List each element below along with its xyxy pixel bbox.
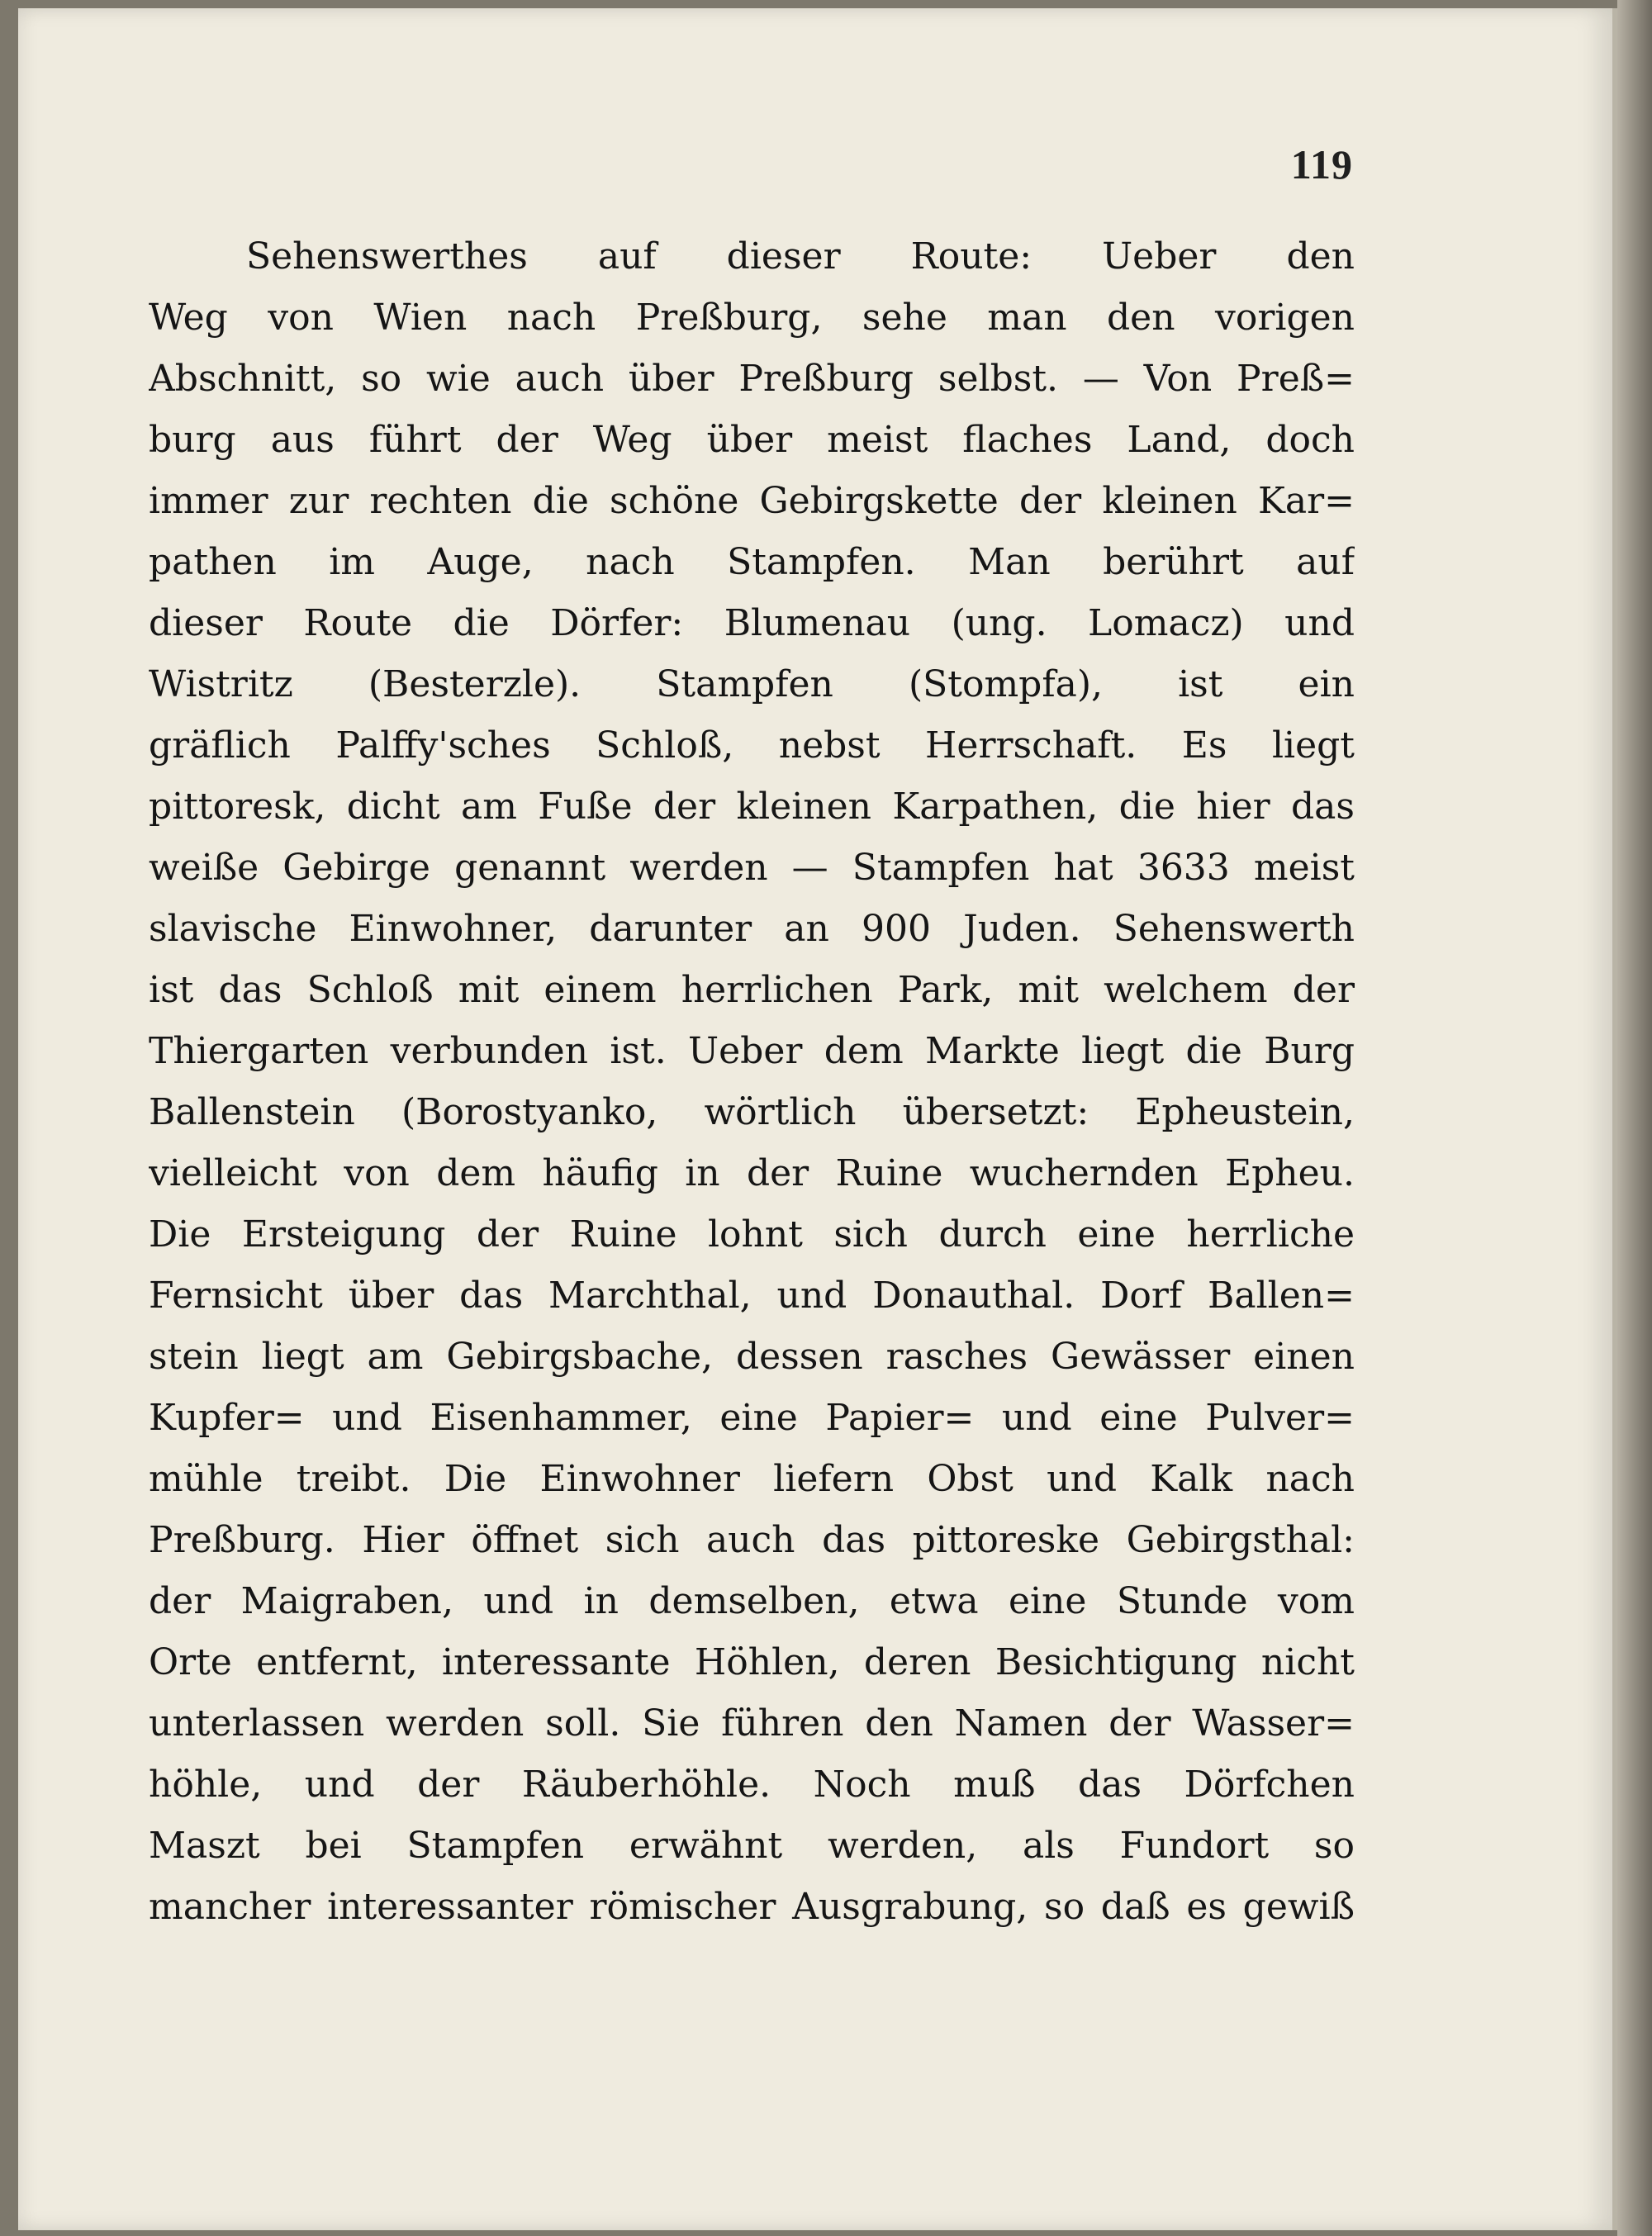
text-line: Weg von Wien nach Preßburg, sehe man den vorigen <box>149 297 1355 339</box>
text-line: vielleicht von dem häufig in der Ruine wuchernden Epheu. <box>149 1152 1355 1194</box>
text-line: pittoresk, dicht am Fuße der kleinen Karpathen, die hier das <box>149 786 1355 828</box>
page-edge-shadow <box>1617 0 1652 2236</box>
text-line: Die Ersteigung der Ruine lohnt sich durch eine herrliche <box>149 1213 1355 1256</box>
text-line: Wistritz (Besterzle). Stampfen (Stompfa), ist ein <box>149 663 1355 705</box>
page-number: 119 <box>1290 141 1353 188</box>
text-line: Sehenswerthes auf dieser Route: Ueber den <box>246 235 1355 278</box>
text-line: der Maigraben, und in demselben, etwa eine Stunde vom <box>149 1580 1355 1622</box>
text-line: mühle treibt. Die Einwohner liefern Obst und Kalk nach <box>149 1458 1355 1500</box>
text-line: unterlassen werden soll. Sie führen den Namen der Wasser= <box>149 1702 1355 1745</box>
text-line: Ballenstein (Borostyanko, wörtlich übersetzt: Epheustein, <box>149 1091 1355 1133</box>
text-line: immer zur rechten die schöne Gebirgskette der kleinen Kar= <box>149 480 1355 522</box>
text-line: burg aus führt der Weg über meist flaches Land, doch <box>149 419 1355 461</box>
text-line: höhle, und der Räuberhöhle. Noch muß das Dörfchen <box>149 1764 1355 1806</box>
text-line: gräflich Palffy'sches Schloß, nebst Herrschaft. Es liegt <box>149 724 1355 767</box>
text-line: mancher interessanter römischer Ausgrabung, so daß es gewiß <box>149 1886 1355 1928</box>
text-line: Abschnitt, so wie auch über Preßburg selbst. — Von Preß= <box>149 358 1355 400</box>
text-line: ist das Schloß mit einem herrlichen Park, mit welchem der <box>149 969 1355 1011</box>
text-line: slavische Einwohner, darunter an 900 Juden. Sehenswerth <box>149 908 1355 950</box>
text-line: pathen im Auge, nach Stampfen. Man berührt auf <box>149 541 1355 583</box>
body-text <box>149 226 1355 1938</box>
text-line: Fernsicht über das Marchthal, und Donauthal. Dorf Ballen= <box>149 1275 1355 1317</box>
text-line: weiße Gebirge genannt werden — Stampfen hat 3633 meist <box>149 847 1355 889</box>
text-line: Kupfer= und Eisenhammer, eine Papier= und eine Pulver= <box>149 1397 1355 1439</box>
text-line: stein liegt am Gebirgsbache, dessen rasches Gewässer einen <box>149 1336 1355 1378</box>
text-line: Thiergarten verbunden ist. Ueber dem Markte liegt die Burg <box>149 1030 1355 1072</box>
text-line: Orte entfernt, interessante Höhlen, deren Besichtigung nicht <box>149 1641 1355 1683</box>
text-line: Preßburg. Hier öffnet sich auch das pittoreske Gebirgsthal: <box>149 1519 1355 1561</box>
text-line: dieser Route die Dörfer: Blumenau (ung. Lomacz) und <box>149 602 1355 644</box>
text-line: Maszt bei Stampfen erwähnt werden, als Fundort so <box>149 1825 1355 1867</box>
